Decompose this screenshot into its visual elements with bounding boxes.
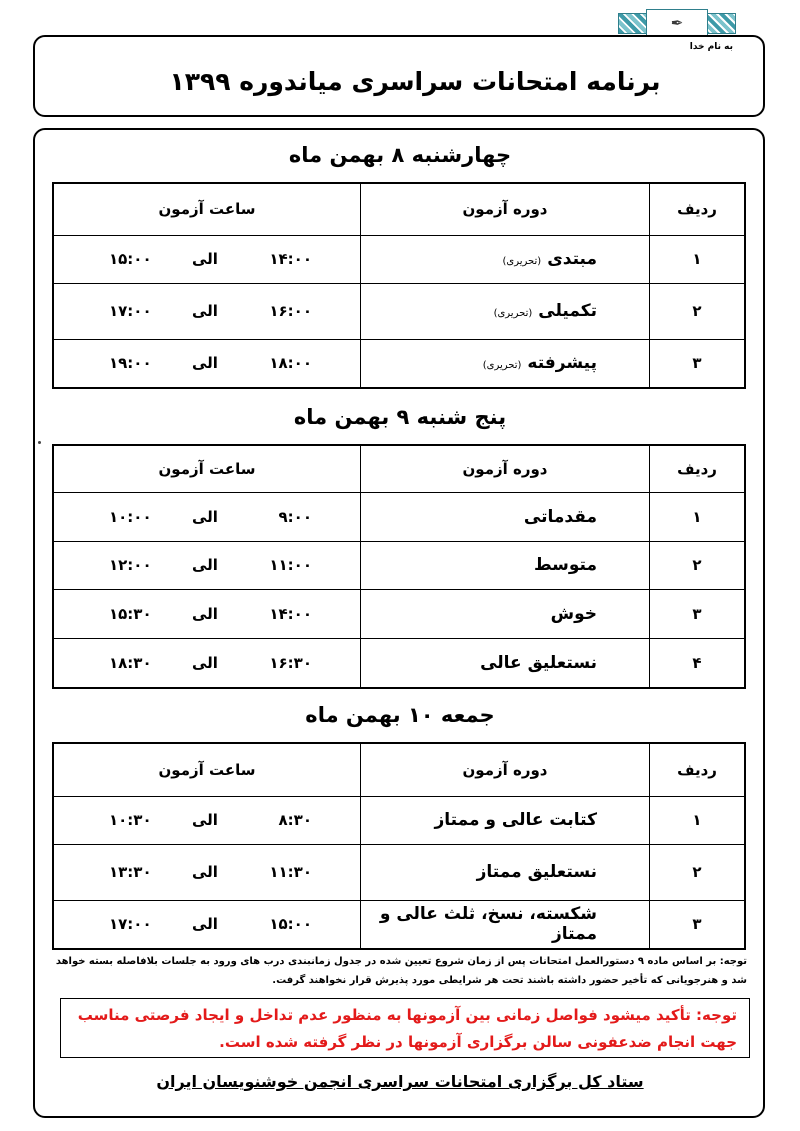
row-number: ۱: [650, 796, 746, 844]
end-time: ۱۵:۳۰: [109, 604, 152, 623]
end-time: ۱۰:۳۰: [109, 811, 152, 829]
until-label: الی: [192, 811, 218, 829]
row-number: ۲: [650, 844, 746, 900]
start-time: ۱۸:۰۰: [269, 354, 312, 372]
end-time: ۱۸:۳۰: [109, 653, 152, 672]
course-name: نستعلیق عالی: [480, 652, 597, 673]
until-label: الی: [192, 863, 218, 881]
header-course: دوره آزمون: [361, 743, 650, 796]
header-row-number: ردیف: [650, 445, 746, 492]
course-cell: [361, 796, 650, 844]
table-header-row: [53, 743, 745, 796]
time-cell: [53, 339, 361, 388]
exam-table: [52, 444, 746, 689]
row-number: ۲: [650, 283, 746, 339]
start-time: ۹:۰۰: [278, 507, 312, 526]
course-cell: [361, 541, 650, 589]
end-time: ۱۳:۳۰: [109, 863, 152, 881]
course-name: نستعلیق ممتاز: [476, 862, 597, 882]
course-name: پیشرفته: [527, 353, 597, 373]
end-time: ۱۲:۰۰: [109, 556, 152, 574]
end-time: ۱۹:۰۰: [109, 354, 152, 372]
start-time: ۱۱:۳۰: [269, 863, 312, 881]
row-number: ۱: [650, 235, 746, 283]
bismillah: به نام خدا: [689, 42, 733, 52]
table-row: [53, 796, 745, 844]
row-number: ۳: [650, 900, 746, 949]
until-label: الی: [192, 302, 218, 320]
header-time: ساعت آزمون: [53, 743, 361, 796]
course-cell: [361, 283, 650, 339]
start-time: ۱۶:۰۰: [269, 302, 312, 320]
exam-table: [52, 742, 746, 950]
course-cell: [361, 339, 650, 388]
end-time: ۱۷:۰۰: [109, 302, 152, 320]
table-row: [53, 492, 745, 541]
start-time: ۱۵:۰۰: [269, 915, 312, 933]
table-row: [53, 235, 745, 283]
end-time: ۱۰:۰۰: [109, 507, 152, 526]
header-row-number: ردیف: [650, 743, 746, 796]
time-cell: [53, 283, 361, 339]
start-time: ۱۶:۳۰: [269, 653, 312, 672]
time-cell: [53, 235, 361, 283]
until-label: الی: [192, 653, 218, 672]
row-number: ۳: [650, 339, 746, 388]
course-type: (تحریری): [482, 360, 522, 371]
course-cell: [361, 589, 650, 638]
start-time: ۸:۳۰: [278, 811, 312, 829]
entry-rule-note: توجه: بر اساس ماده ۹ دستورالعمل امتحانات پس از زمان شروع تعیین شده در جدول زمانبندی درب های ورود به جلسات بلافاصله بسته خواهد شد و هنرجویانی که تأخیر حضور داشته باشند تحت هر شرایطی مورد پذیرش قرار نخواهند گرفت.: [55, 956, 747, 986]
course-cell: [361, 492, 650, 541]
course-cell: [361, 235, 650, 283]
table-header-row: [53, 445, 745, 492]
header-row-number: ردیف: [650, 183, 746, 235]
row-number: ۱: [650, 492, 746, 541]
table-row: [53, 638, 745, 688]
course-cell: [361, 844, 650, 900]
table-row: [53, 589, 745, 638]
end-time: ۱۵:۰۰: [109, 250, 152, 268]
until-label: الی: [192, 250, 218, 268]
time-cell: [53, 796, 361, 844]
page-title: برنامه امتحانات سراسری میاندوره ۱۳۹۹: [169, 67, 661, 96]
row-number: ۴: [650, 638, 746, 688]
table-row: [53, 339, 745, 388]
row-number: ۳: [650, 589, 746, 638]
day-title: چهارشنبه ۸ بهمن ماه: [288, 143, 512, 167]
until-label: الی: [192, 507, 218, 526]
header-time: ساعت آزمون: [53, 445, 361, 492]
start-time: ۱۴:۰۰: [269, 250, 312, 268]
course-name: متوسط: [533, 555, 597, 575]
time-cell: [53, 492, 361, 541]
time-cell: [53, 844, 361, 900]
course-name: تکمیلی: [538, 301, 597, 321]
start-time: ۱۱:۰۰: [269, 556, 312, 574]
course-type: (تحریری): [493, 308, 533, 319]
table-row: [53, 541, 745, 589]
header-course: دوره آزمون: [361, 183, 650, 235]
course-name: کتابت عالی و ممتاز: [434, 810, 597, 830]
day-title: پنج شنبه ۹ بهمن ماه: [293, 405, 507, 429]
header-course: دوره آزمون: [361, 445, 650, 492]
table-row: [53, 900, 745, 949]
time-cell: [53, 541, 361, 589]
table-row: [53, 283, 745, 339]
course-cell: [361, 638, 650, 688]
time-cell: [53, 900, 361, 949]
start-time: ۱۴:۰۰: [269, 604, 312, 623]
until-label: الی: [192, 915, 218, 933]
until-label: الی: [192, 604, 218, 623]
day-title: جمعه ۱۰ بهمن ماه: [305, 703, 495, 727]
table-header-row: [53, 183, 745, 235]
time-cell: [53, 589, 361, 638]
footer-signature: ستاد کل برگزاری امتحانات سراسری انجمن خوشنویسان ایران: [156, 1072, 644, 1091]
course-cell: [361, 900, 650, 949]
until-label: الی: [192, 354, 218, 372]
course-type: (تحریری): [502, 256, 542, 267]
end-time: ۱۷:۰۰: [109, 915, 152, 933]
exam-table: [52, 182, 746, 389]
time-cell: [53, 638, 361, 688]
header-time: ساعت آزمون: [53, 183, 361, 235]
scan-dot: [38, 441, 41, 444]
course-name: مبتدی: [547, 249, 597, 269]
disinfection-note: توجه: تأکید میشود فواصل زمانی بین آزمونها به منظور عدم تداخل و ایجاد فرصتی مناسب جهت انجام ضدعفونی سالن برگزاری آزمونها در نظر گرفته شده است.: [60, 998, 750, 1058]
until-label: الی: [192, 556, 218, 574]
title-box: [33, 35, 765, 117]
row-number: ۲: [650, 541, 746, 589]
table-row: [53, 844, 745, 900]
course-name: شکسته، نسخ، ثلث عالی و ممتاز: [379, 904, 597, 944]
course-name: خوش: [550, 603, 597, 624]
course-name: مقدماتی: [523, 506, 597, 527]
logo-calligraphy: ✒: [646, 9, 708, 37]
